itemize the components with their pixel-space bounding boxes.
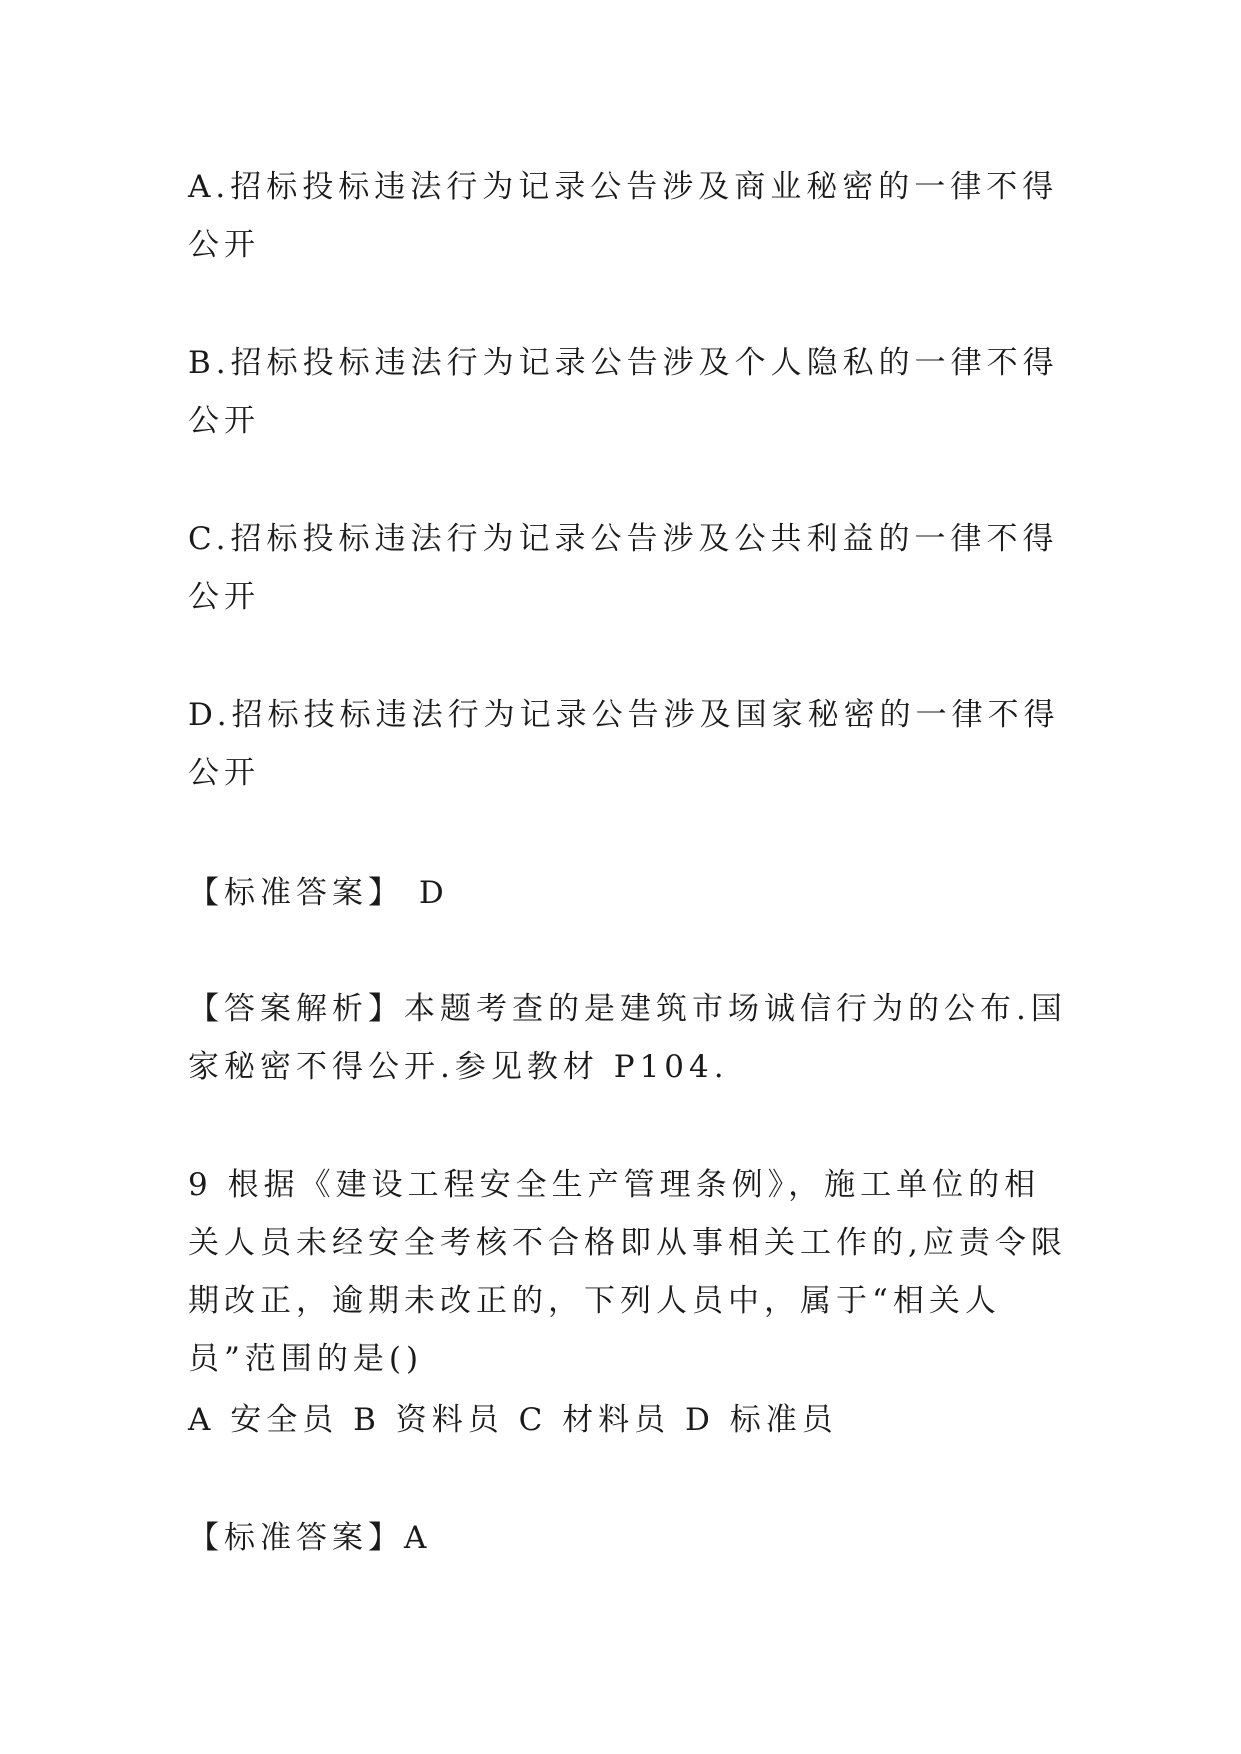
options-q9: A 安全员 B 资料员 C 材料员 D 标准员	[188, 1402, 838, 1438]
answer-explanation-q8: 【答案解析】本题考查的是建筑市场诚信行为的公布.国家秘密不得公开.参见教材 P104.	[188, 991, 1067, 1085]
option-b-q8: B.招标投标违法行为记录公告涉及个人隐私的一律不得公开	[188, 345, 1059, 439]
standard-answer-q8: 【标准答案】 D	[188, 875, 449, 911]
option-c-q8: C.招标投标违法行为记录公告涉及公共利益的一律不得公开	[188, 521, 1059, 615]
question-9: 9 根据《建设工程安全生产管理条例》，施工单位的相关人员未经安全考核不合格即从事相关工作的,应责令限期改正，逾期未改正的，下列人员中，属于“相关人员”范围的是()	[188, 1167, 1067, 1377]
option-a-q8: A.招标投标违法行为记录公告涉及商业秘密的一律不得公开	[188, 169, 1059, 263]
standard-answer-q9: 【标准答案】A	[188, 1520, 432, 1556]
option-d-q8: D.招标技标违法行为记录公告涉及国家秘密的一律不得公开	[188, 697, 1060, 791]
